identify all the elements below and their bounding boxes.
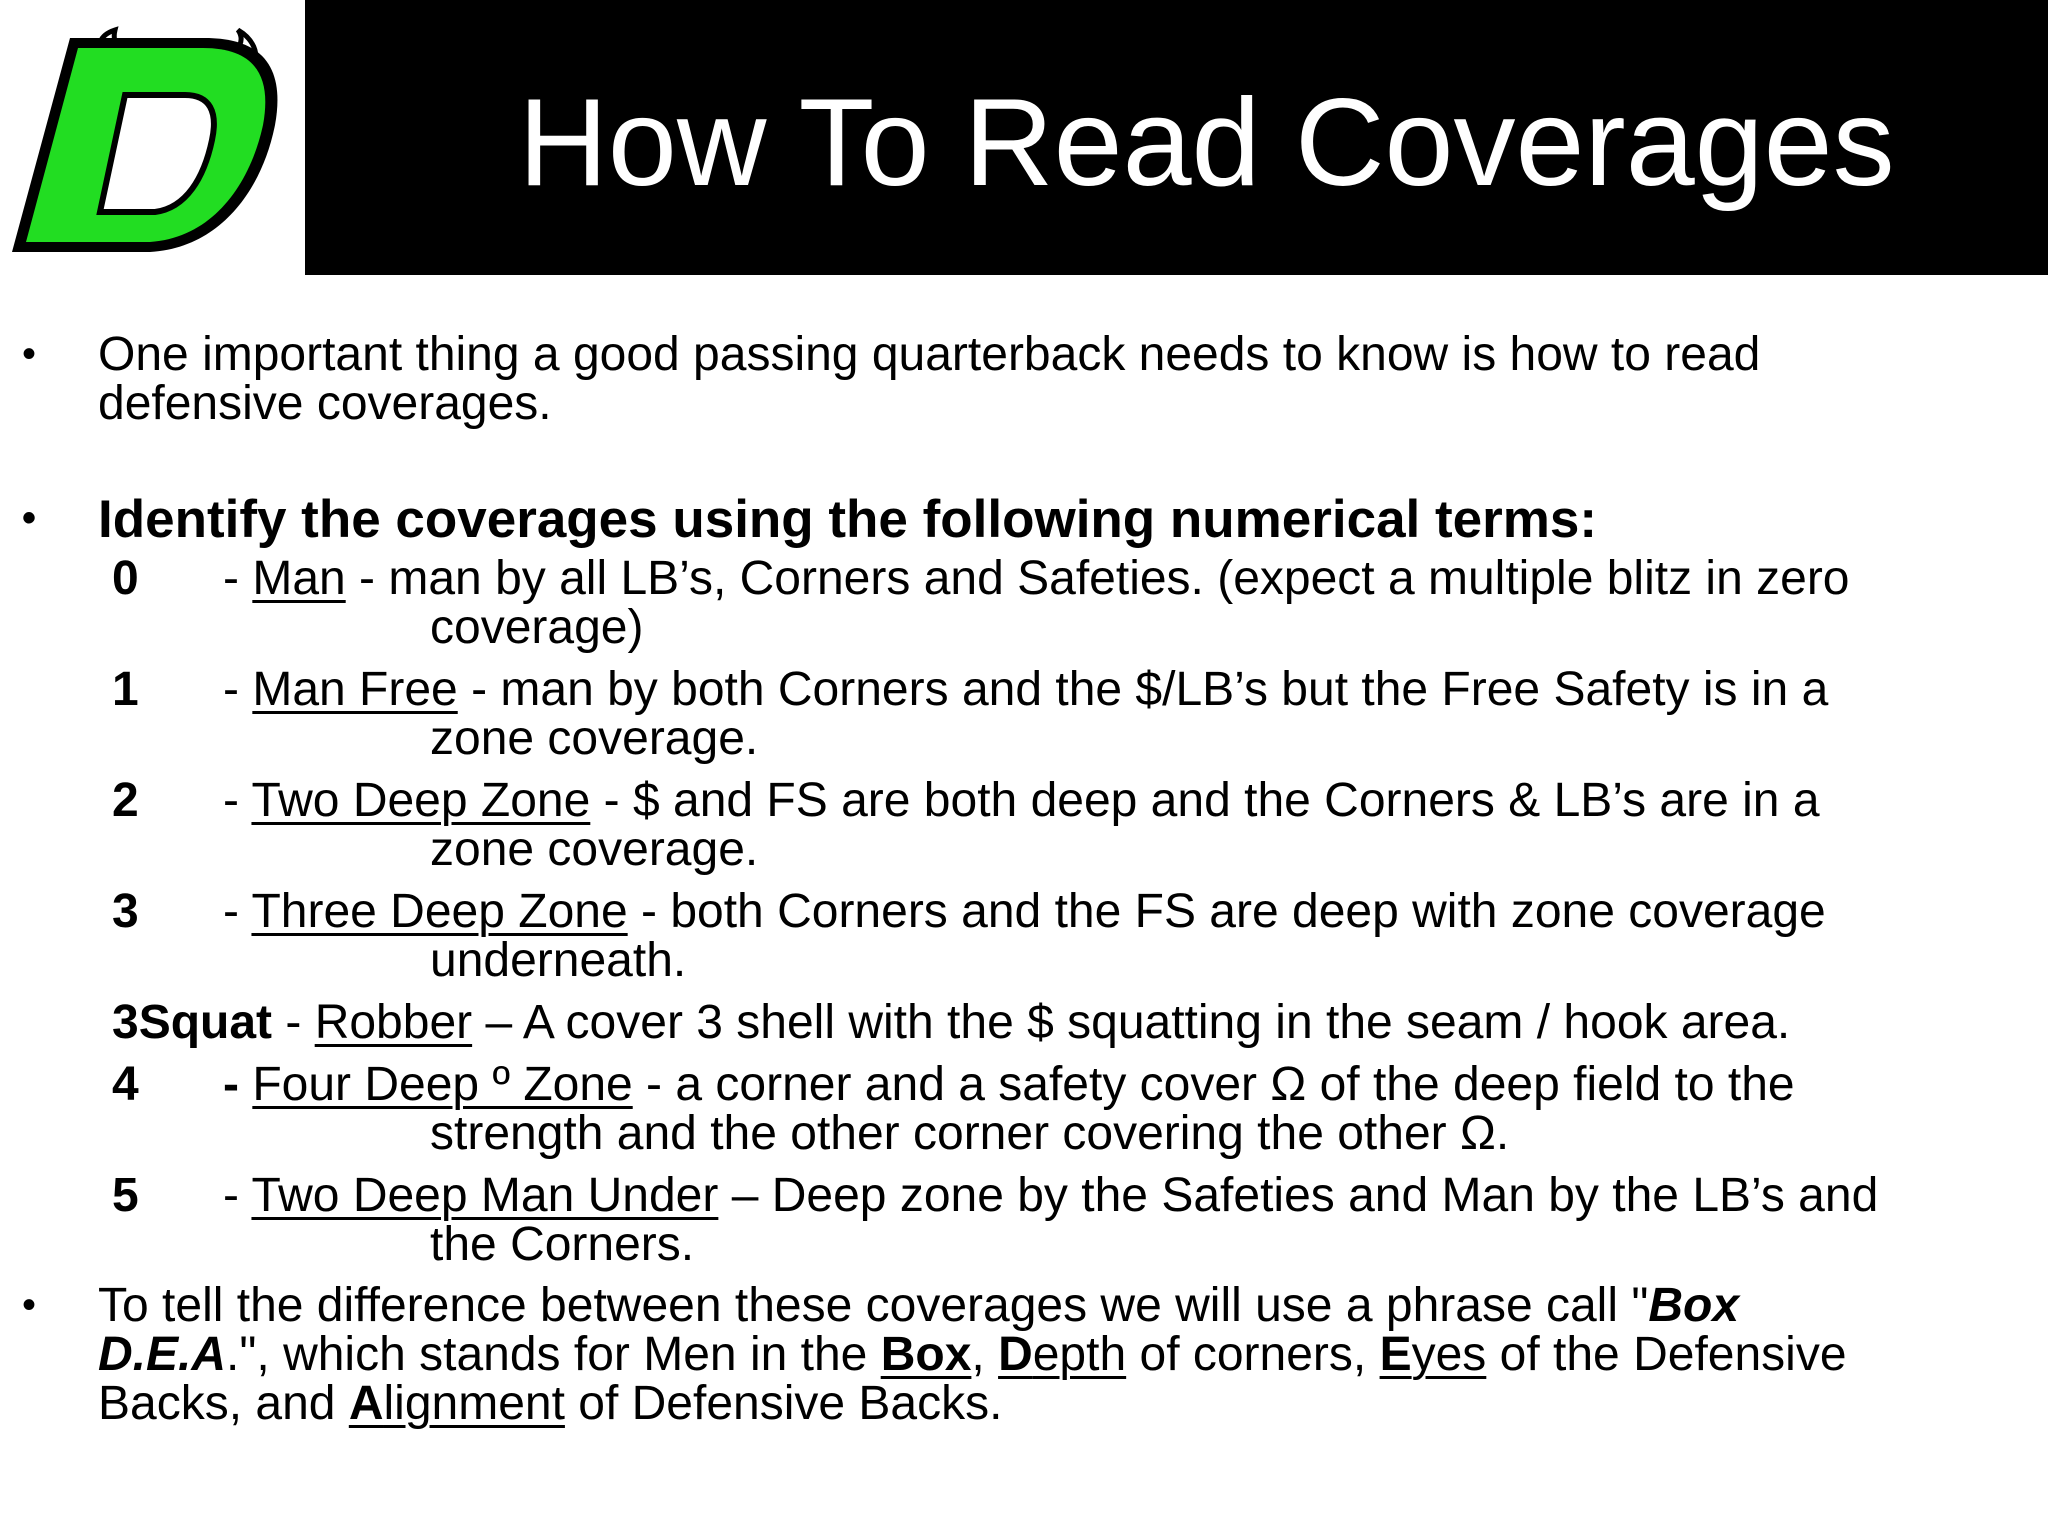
coverage-name: Two Deep Man Under [251, 1169, 719, 1222]
coverage-heading-bullet [0, 490, 1998, 550]
slide-title: How To Read Coverages [518, 73, 1895, 212]
intro-line-2: defensive coverages. [98, 377, 552, 430]
coverage-item: 0 - Man - man by all LB’s, Corners and Safeties. (expect a multiple blitz in zero coverage) [0, 554, 2048, 652]
coverage-item: 4 - Four Deep º Zone - a corner and a safety cover Ω of the deep field to the strength and the other corner covering the other Ω. [0, 1060, 2048, 1158]
outro-line-2: D.E.A.", which stands for Men in the Box, Depth of corners, Eyes of the Defensive [98, 1328, 1847, 1381]
coverage-item: 1 - Man Free - man by both Corners and the $/LB’s but the Free Safety is in a zone coverage. [0, 665, 2048, 763]
bullet-icon: • [22, 496, 37, 540]
coverage-continuation: strength and the other corner covering the other Ω. [430, 1107, 1510, 1160]
coverage-name: Man [252, 552, 346, 605]
coverage-number: 0 [112, 552, 139, 605]
coverage-continuation: coverage) [430, 601, 644, 654]
coverage-number: 4 [112, 1058, 139, 1111]
intro-bullet [0, 330, 1998, 428]
coverage-name: Man Free [252, 663, 458, 716]
coverage-continuation: zone coverage. [430, 712, 759, 765]
title-bar [305, 0, 2048, 275]
coverage-number: 2 [112, 774, 139, 827]
box-dea-bullet [0, 1281, 1998, 1428]
coverage-item: 3 - Three Deep Zone - both Corners and the FS are deep with zone coverage underneath. [0, 887, 2048, 985]
coverage-heading: Identify the coverages using the following numerical terms: [98, 490, 1598, 549]
coverage-continuation: the Corners. [430, 1218, 695, 1271]
coverage-name: Two Deep Zone [251, 774, 591, 827]
bullet-icon: • [22, 332, 37, 376]
bullet-icon: • [22, 1283, 37, 1327]
coverage-name: Robber [314, 996, 473, 1049]
coverage-number: 5 [112, 1169, 139, 1222]
coverage-item: 3Squat - Robber – A cover 3 shell with the $ squatting in the seam / hook area. [112, 996, 1791, 1049]
coverage-continuation: underneath. [430, 934, 687, 987]
coverage-item: 5 - Two Deep Man Under – Deep zone by the Safeties and Man by the LB’s and the Corners. [0, 1171, 2048, 1269]
slide-content [0, 330, 2048, 1428]
outro-line-1: To tell the difference between these coverages we will use a phrase call "Box [98, 1279, 1740, 1332]
team-logo [0, 0, 300, 270]
coverage-number: 3 [112, 885, 139, 938]
coverage-number: 1 [112, 663, 139, 716]
outro-line-3: Backs, and Alignment of Defensive Backs. [98, 1377, 1003, 1430]
coverage-item: 2 - Two Deep Zone - $ and FS are both deep and the Corners & LB’s are in a zone coverage. [0, 776, 2048, 874]
coverage-name: Four Deep º Zone [252, 1058, 633, 1111]
coverage-number: 3Squat [112, 996, 273, 1049]
intro-line-1: One important thing a good passing quarterback needs to know is how to read [98, 328, 1761, 381]
coverage-name: Three Deep Zone [251, 885, 628, 938]
coverage-continuation: zone coverage. [430, 823, 759, 876]
